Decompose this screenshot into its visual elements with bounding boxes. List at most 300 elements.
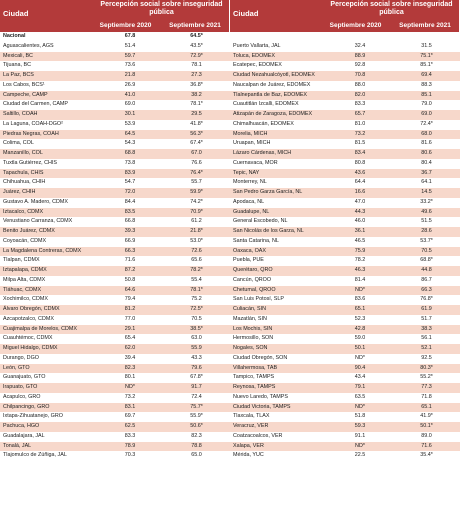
city-cell: Benito Juárez, CDMX [3,228,55,234]
value-2020-cell: 73.2 [124,393,136,400]
value-2021-cell: 80.6 [421,150,432,156]
city-cell: Tonalá, JAL [3,442,32,449]
value-2020-cell: 46.0 [354,218,366,225]
value-2020-cell: 59.0 [354,335,366,342]
value-2021-cell: 78.1* [190,286,203,293]
value-2021-cell: 76.8* [420,296,433,303]
value-2020-cell: ND* [355,354,365,361]
value-2020-cell: 80.8 [354,159,366,166]
table-row [230,169,460,179]
value-2020-cell: 81.0 [354,120,366,127]
city-cell: Puerto Vallarta, JAL [233,42,281,49]
value-2020-cell: 91.1 [354,432,366,439]
value-2020-cell: 70.3 [124,452,136,459]
city-cell: Oaxaca, OAX [233,247,266,254]
city-cell: Lázaro Cárdenas, MICH [233,150,292,156]
table-row [230,130,460,140]
table-row [230,110,460,120]
city-cell: Ixtapa-Zihuatanejo, GRO [3,413,63,420]
value-2021-cell: 52.1 [421,345,432,351]
table-row [0,130,230,140]
city-cell: Durango, DGO [3,354,39,361]
value-2020-cell: 73.8 [124,159,136,166]
perception-column-title: Percepción social sobre inseguridad pública [330,1,453,16]
table-row [0,393,230,403]
value-2021-cell: 77.3 [421,384,432,390]
value-2020-cell: 78.9 [124,442,136,449]
table-row [230,315,460,325]
table-row [230,178,460,188]
city-cell: Los Cabos, BCS¹ [3,81,45,88]
city-cell: La Laguna, COAH-DGO² [3,120,63,127]
table-row [230,100,460,110]
table-row [0,208,230,218]
city-cell: Tapachula, CHIS [3,169,44,176]
table-row [230,188,460,198]
table-row [0,110,230,120]
value-2020-cell: 65.7 [354,111,366,117]
table-row [230,91,460,101]
city-cell: Coatzacoalcos, VER [233,432,283,439]
year-2020-header: Septiembre 2020 [329,22,382,29]
table-row [0,169,230,179]
table-right-half [230,0,460,461]
value-2020-cell: 83.9 [124,169,136,176]
value-2020-cell: 26.9 [124,81,136,88]
value-2021-cell: 91.7 [191,384,202,390]
value-2021-cell: 80.4 [421,159,432,166]
value-2020-cell: 36.1 [354,228,366,234]
table-row [0,432,230,442]
table-row [230,354,460,364]
city-cell: General Escobedo, NL [233,218,288,225]
value-2020-cell: 69.0 [124,101,136,108]
value-2021-cell: 38.3 [421,325,432,332]
value-2021-cell: 92.5 [421,354,432,361]
city-cell: Ciudad Nezahualcóyotl, EDOMEX [233,72,315,78]
value-2021-cell: 55.9 [191,345,202,351]
table-row [0,295,230,305]
table-row [230,42,460,52]
table-row [230,266,460,276]
city-cell: Álvaro Obregón, CDMX [3,306,60,312]
city-cell: Coyoacán, CDMX [3,237,47,244]
city-cell: Juárez, CHIH [3,189,36,195]
value-2020-cell: 43.6 [354,169,366,176]
table-row [0,256,230,266]
table-row [230,344,460,354]
city-cell: Querétaro, QRO [233,267,273,273]
city-cell: Aguascalientes, AGS [3,42,54,49]
value-2020-cell: 22.5 [354,452,366,459]
value-2020-cell: 82.0 [354,91,366,98]
table-row [0,100,230,110]
table-row [0,422,230,432]
city-cell: Iztacalco, CDMX [3,208,44,215]
table-row [230,139,460,149]
value-2020-cell: 79.4 [124,296,136,303]
value-2021-cell: 43.5* [190,42,203,49]
value-2020-cell: 64.4 [354,179,366,186]
value-2020-cell: 90.4 [354,364,366,371]
table-row [0,305,230,315]
table-row [230,71,460,81]
table-row [0,334,230,344]
value-2021-cell: 68.8* [420,257,433,264]
city-cell: Cuajimalpa de Morelos, CDMX [3,325,77,332]
value-2020-cell: 54.7 [124,179,136,186]
value-2020-cell: 88.9 [354,52,366,59]
city-cell: Uruapan, MICH [233,140,271,147]
value-2020-cell: 51.4 [124,42,136,49]
city-cell: Ciudad Victoria, TAMPS [233,403,291,410]
value-2021-cell: 21.8* [190,228,203,234]
value-2021-cell: 69.0 [421,111,432,117]
city-cell: Cuautitlán Izcalli, EDOMEX [233,101,299,108]
table-row [230,442,460,452]
table-row [0,276,230,286]
value-2020-cell: 73.6 [124,62,136,69]
value-2021-cell: 79.0 [421,101,432,108]
value-2020-cell: 83.4 [354,150,366,156]
city-cell: Tuxtla Gutiérrez, CHIS [3,159,58,166]
value-2021-cell: 71.8 [421,393,432,400]
city-cell: Acapulco, GRO [3,393,41,400]
value-2021-cell: 71.6 [421,442,432,449]
city-cell: Xochimilco, CDMX [3,296,48,303]
table-left-half [0,0,230,461]
value-2020-cell: 54.3 [124,140,136,147]
table-row [0,364,230,374]
value-2021-cell: 27.3 [191,72,202,78]
table-row [230,237,460,247]
value-2021-cell: 56.3* [190,130,203,137]
value-2021-cell: 63.0 [191,335,202,342]
table-row [230,247,460,257]
value-2021-cell: 78.1 [191,62,202,69]
value-2020-cell: 59.7 [124,52,136,59]
value-2021-cell: 59.9* [190,189,203,195]
city-cell: Irapuato, GTO [3,384,38,390]
value-2020-cell: ND* [355,442,365,449]
value-2021-cell: 64.1 [421,179,432,186]
table-row [0,442,230,452]
value-2020-cell: 83.5 [124,208,136,215]
value-2020-cell: 32.4 [354,42,366,49]
table-row [0,178,230,188]
city-cell: Tlaxcala, TLAX [233,413,270,420]
city-cell: Gustavo A. Madero, CDMX [3,198,69,205]
value-2020-cell: 70.8 [354,72,366,78]
value-2020-cell: 83.6 [354,296,366,303]
value-2021-cell: 33.2* [420,198,433,205]
city-cell: Ciudad Obregón, SON [233,354,288,361]
value-2020-cell: 78.2 [354,257,366,264]
city-cell: Nogales, SON [233,345,268,351]
value-2021-cell: 38.5* [190,325,203,332]
value-2020-cell: 81.5 [354,140,366,147]
table-row [230,81,460,91]
value-2020-cell: 83.3 [124,432,136,439]
value-2020-cell: 64.5 [124,130,136,137]
value-2021-cell: 79.6 [191,364,202,371]
value-2021-cell: 41.8* [190,120,203,127]
table-row [230,432,460,442]
city-cell: Cuauhtémoc, CDMX [3,335,53,342]
city-column-header: Ciudad [233,9,259,18]
table-row [230,393,460,403]
value-2021-cell: 82.3 [191,432,202,439]
table-row [230,364,460,374]
table-row [0,354,230,364]
city-cell: Saltillo, COAH [3,111,38,117]
value-2020-cell: 29.1 [124,325,136,332]
value-2020-cell: 72.0 [124,189,136,195]
value-2020-cell: ND* [355,286,365,293]
value-2021-cell: 64.5* [190,33,203,39]
value-2020-cell: 21.8 [124,72,136,78]
table-row [0,451,230,461]
table-row [0,412,230,422]
value-2020-cell: 30.1 [124,111,136,117]
city-cell: Puebla, PUE [233,257,264,264]
city-cell: Veracruz, VER [233,423,269,429]
table-row [0,81,230,91]
value-2020-cell: 92.8 [354,62,366,69]
city-cell: Miguel Hidalgo, CDMX [3,345,58,351]
value-2021-cell: 86.7 [421,276,432,283]
city-cell: Chihuahua, CHIH [3,179,46,186]
value-2020-cell: 83.1 [124,403,136,410]
value-2021-cell: 55.9* [190,413,203,420]
city-cell: Venustiano Carranza, CDMX [3,218,73,225]
value-2021-cell: 65.1 [421,403,432,410]
city-cell: Nuevo Laredo, TAMPS [233,393,288,400]
value-2021-cell: 88.3 [421,81,432,88]
value-2021-cell: 36.8* [190,81,203,88]
value-2020-cell: 75.9 [354,247,366,254]
table-row [230,383,460,393]
value-2021-cell: 36.7 [421,169,432,176]
value-2020-cell: 69.7 [124,413,136,420]
value-2021-cell: 55.2* [420,374,433,381]
value-2020-cell: 65.4 [124,335,136,342]
table-row [230,422,460,432]
table-row [0,325,230,335]
value-2021-cell: 56.1 [421,335,432,342]
city-cell: Manzanillo, COL [3,150,43,156]
table-row [0,91,230,101]
city-cell: Apodaca, NL [233,198,265,205]
city-cell: Reynosa, TAMPS [233,384,276,390]
table-row [0,315,230,325]
table-row [0,403,230,413]
table-row [230,305,460,315]
city-cell: Milpa Alta, CDMX [3,276,46,283]
value-2021-cell: 72.9* [190,52,203,59]
value-2020-cell: 73.2 [354,130,366,137]
city-cell: Nacional [3,33,26,39]
city-cell: León, GTO [3,364,30,371]
city-cell: Toluca, EDOMEX [233,52,275,59]
city-cell: Chilpancingo, GRO [3,403,50,410]
value-2020-cell: 66.9 [124,237,136,244]
value-2021-cell: 72.4* [420,120,433,127]
value-2021-cell: 66.3 [421,286,432,293]
value-2020-cell: 42.8 [354,325,366,332]
value-2020-cell: 68.8 [124,150,136,156]
city-cell: Los Mochis, SIN [233,325,273,332]
city-cell: Villahermosa, TAB [233,364,278,371]
table-row [0,32,230,42]
value-2021-cell: 70.5 [421,247,432,254]
value-2020-cell: 46.3 [354,267,366,273]
value-2020-cell: 39.4 [124,354,136,361]
value-2020-cell: 59.3 [354,423,366,429]
city-cell: La Paz, BCS [3,72,34,78]
value-2021-cell: 85.1* [420,62,433,69]
city-cell: Naucalpan de Juárez, EDOMEX [233,81,311,88]
value-2020-cell: 66.8 [124,218,136,225]
table-row [0,188,230,198]
table-row [230,403,460,413]
value-2020-cell: 84.4 [124,198,136,205]
value-2020-cell: 50.1 [354,345,366,351]
city-cell: Chimalhuacán, EDOMEX [233,120,294,127]
city-cell: Ciudad del Carmen, CAMP [3,101,69,108]
value-2021-cell: 50.1* [420,423,433,429]
value-2021-cell: 76.4* [190,169,203,176]
city-cell: San Nicolás de los Garza, NL [233,228,304,234]
value-2021-cell: 67.8* [190,374,203,381]
city-cell: San Pedro Garza García, NL [233,189,303,195]
table-row [0,52,230,62]
table-row [0,42,230,52]
table-row [230,149,460,159]
city-cell: Santa Catarina, NL [233,237,279,244]
year-2020-header: Septiembre 2020 [99,22,152,29]
value-2021-cell: 76.6 [191,159,202,166]
value-2021-cell: 78.1* [190,101,203,108]
value-2020-cell: 52.3 [354,315,366,322]
value-2020-cell: 47.0 [354,198,366,205]
city-cell: Ecatepec, EDOMEX [233,62,282,69]
table-row [0,217,230,227]
table-row [230,295,460,305]
table-row [230,373,460,383]
table-row [0,344,230,354]
value-2020-cell: 62.5 [124,423,136,429]
table-row [0,61,230,71]
table-body-left [0,32,230,461]
city-cell: Guanajuato, GTO [3,374,46,381]
value-2021-cell: 38.2 [191,91,202,98]
table-row [230,227,460,237]
value-2021-cell: 67.4* [190,140,203,147]
table-row [0,227,230,237]
value-2020-cell: 71.6 [124,257,136,264]
value-2020-cell: 66.3 [124,247,136,254]
value-2021-cell: 31.5 [421,42,432,49]
table-row [0,71,230,81]
value-2021-cell: 81.6 [421,140,432,147]
value-2021-cell: 78.8 [191,442,202,449]
table-row [230,276,460,286]
perception-column-title: Percepción social sobre inseguridad pública [100,1,223,16]
value-2021-cell: 72.6 [191,247,202,254]
city-cell: Mexicali, BC [3,52,33,59]
value-2021-cell: 55.7 [191,179,202,186]
value-2020-cell: 46.5 [354,237,366,244]
table-row [0,247,230,257]
value-2021-cell: 61.9 [421,306,432,312]
value-2021-cell: 35.4* [420,452,433,459]
city-cell: Tláhuac, CDMX [3,286,42,293]
year-2021-header: Septiembre 2021 [399,22,451,29]
value-2020-cell: 44.3 [354,208,366,215]
value-2020-cell: 51.8 [354,413,366,420]
value-2021-cell: 75.7* [190,403,203,410]
table-row [0,198,230,208]
value-2020-cell: 77.0 [124,315,136,322]
value-2021-cell: 89.0 [421,432,432,439]
value-2020-cell: 43.4 [354,374,366,381]
table-row [230,256,460,266]
table-row [230,451,460,461]
value-2020-cell: 67.8 [124,33,136,39]
value-2021-cell: 69.4 [421,72,432,78]
table-row [230,217,460,227]
table-row [0,120,230,130]
table-header-left [0,0,230,32]
city-cell: San Luis Potosí, SLP [233,296,284,303]
city-cell: Tlalnepantla de Baz, EDOMEX [233,91,308,98]
city-cell: Chetumal, QROO [233,286,276,293]
table-row [230,32,460,42]
value-2021-cell: 41.9* [420,413,433,420]
table-row [230,52,460,62]
city-cell: Azcapotzalco, CDMX [3,315,54,322]
table-row [0,373,230,383]
value-2021-cell: 44.8 [421,267,432,273]
table-row [230,120,460,130]
year-2021-header: Septiembre 2021 [169,22,221,29]
value-2021-cell: 51.5 [421,218,432,225]
city-cell: Tlajomulco de Zúñiga, JAL [3,452,67,459]
value-2020-cell: ND* [125,384,135,390]
city-cell: Hermosillo, SON [233,335,274,342]
city-cell: Tlalpan, CDMX [3,257,40,264]
value-2021-cell: 75.2 [191,296,202,303]
city-cell: Atizapán de Zaragoza, EDOMEX [233,111,313,117]
value-2020-cell: 62.0 [124,345,136,351]
city-cell: Pachuca, HGO [3,423,40,429]
value-2021-cell: 65.0 [191,452,202,459]
value-2020-cell: 79.1 [354,384,366,390]
value-2020-cell: 63.5 [354,393,366,400]
table-row [0,149,230,159]
value-2020-cell: 64.6 [124,286,136,293]
value-2021-cell: 78.2* [190,267,203,273]
city-cell: Monterrey, NL [233,179,267,186]
value-2020-cell: 41.0 [124,91,136,98]
value-2020-cell: 80.1 [124,374,136,381]
table-body-right [230,32,460,461]
table-row [230,159,460,169]
city-cell: Guadalajara, JAL [3,432,45,439]
city-cell: Iztapalapa, CDMX [3,267,47,273]
city-cell: Tepic, NAY [233,169,260,176]
